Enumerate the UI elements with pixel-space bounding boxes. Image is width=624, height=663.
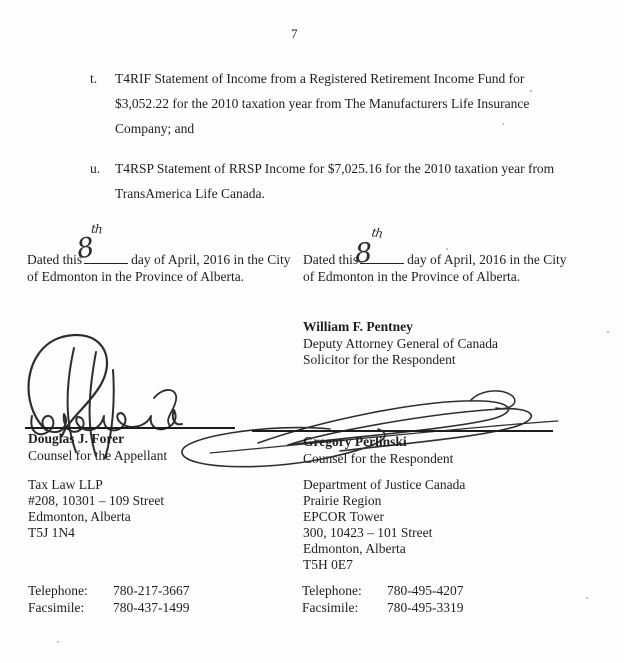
signatory-name: Douglas J. Forer: [28, 431, 125, 446]
handwritten-day-number: 8: [353, 237, 374, 270]
address-line: Department of Justice Canada: [303, 477, 466, 492]
telephone-number: 780-217-3667: [113, 583, 190, 598]
telephone-label: Telephone:: [302, 583, 362, 598]
dated-tail-line1: day of April, 2016 in the City: [131, 252, 291, 267]
dated-lead: Dated this: [303, 252, 359, 267]
dated-tail-line2: of Edmonton in the Province of Alberta.: [27, 268, 245, 284]
scan-speck: [586, 597, 588, 599]
authority-role: Solicitor for the Respondent: [303, 352, 456, 367]
address-line: Edmonton, Alberta: [28, 509, 131, 524]
list-text-u: [115, 156, 580, 206]
list-line: TransAmerica Life Canada.: [115, 186, 265, 201]
dated-lead: Dated this: [27, 252, 83, 267]
handwritten-day-ordinal: th: [370, 225, 384, 241]
list-line: $3,052.22 for the 2010 taxation year from The Manufacturers Life Insurance: [115, 96, 530, 111]
dated-clause-respondent: [303, 225, 588, 285]
telephone-number: 780-495-4207: [387, 583, 464, 598]
handwritten-day-ordinal: th: [90, 221, 103, 237]
scan-speck: [446, 248, 448, 250]
list-line: Company; and: [115, 121, 195, 136]
list-text-t: [115, 66, 580, 141]
address-line: Edmonton, Alberta: [303, 541, 406, 556]
appellant-signatory-block: [28, 431, 167, 464]
respondent-signatory-block: [303, 434, 453, 467]
scan-speck: [57, 641, 59, 643]
respondent-phone-block: [302, 583, 464, 616]
facsimile-row: [302, 600, 464, 617]
facsimile-row: [28, 600, 190, 617]
dated-tail-line1: day of April, 2016 in the City: [407, 252, 567, 267]
address-line: EPCOR Tower: [303, 509, 384, 524]
scan-speck: [530, 90, 532, 92]
page-number: 7: [291, 26, 298, 41]
list-item-t: [90, 66, 580, 141]
list-item-u: [90, 156, 580, 206]
signatory-name: Gregory Perlinski: [303, 434, 407, 449]
authority-title: Deputy Attorney General of Canada: [303, 335, 498, 351]
list-line: T4RSP Statement of RRSP Income for $7,025.16 for the 2010 taxation year from: [115, 161, 555, 176]
appellant-phone-block: [28, 583, 190, 616]
telephone-label: Telephone:: [28, 583, 88, 598]
facsimile-label: Facsimile:: [302, 599, 359, 615]
list-marker-u: u.: [90, 161, 101, 176]
scan-speck: [502, 123, 504, 125]
address-line: T5J 1N4: [28, 525, 75, 540]
address-line: T5H 0E7: [303, 557, 353, 572]
address-line: Prairie Region: [303, 493, 382, 508]
appellant-address-block: [28, 477, 164, 541]
handwritten-day: [353, 225, 384, 270]
address-line: #208, 10301 – 109 Street: [28, 493, 165, 508]
list-line: T4RIF Statement of Income from a Registered Retirement Income Fund for: [115, 71, 525, 86]
respondent-signature-line: [252, 430, 553, 432]
telephone-row: [302, 583, 464, 600]
appellant-signature-line: [25, 427, 235, 429]
handwritten-day-number: 8: [74, 231, 97, 266]
facsimile-number: 780-437-1499: [113, 599, 190, 615]
address-line: 300, 10423 – 101 Street: [303, 525, 433, 540]
list-marker-t: t.: [90, 71, 98, 86]
address-line: Tax Law LLP: [28, 477, 103, 492]
telephone-row: [28, 583, 190, 600]
respondent-authority-block: [303, 319, 498, 369]
signatory-role: Counsel for the Appellant: [28, 447, 168, 463]
facsimile-number: 780-495-3319: [387, 599, 464, 615]
respondent-address-block: [303, 477, 465, 573]
dated-tail-line2: of Edmonton in the Province of Alberta.: [303, 268, 521, 284]
authority-name: William F. Pentney: [303, 319, 413, 334]
handwritten-day: [74, 221, 103, 266]
signatory-role: Counsel for the Respondent: [303, 450, 454, 466]
scan-speck: [607, 331, 609, 333]
dated-clause-appellant: [27, 221, 312, 285]
facsimile-label: Facsimile:: [28, 599, 85, 615]
